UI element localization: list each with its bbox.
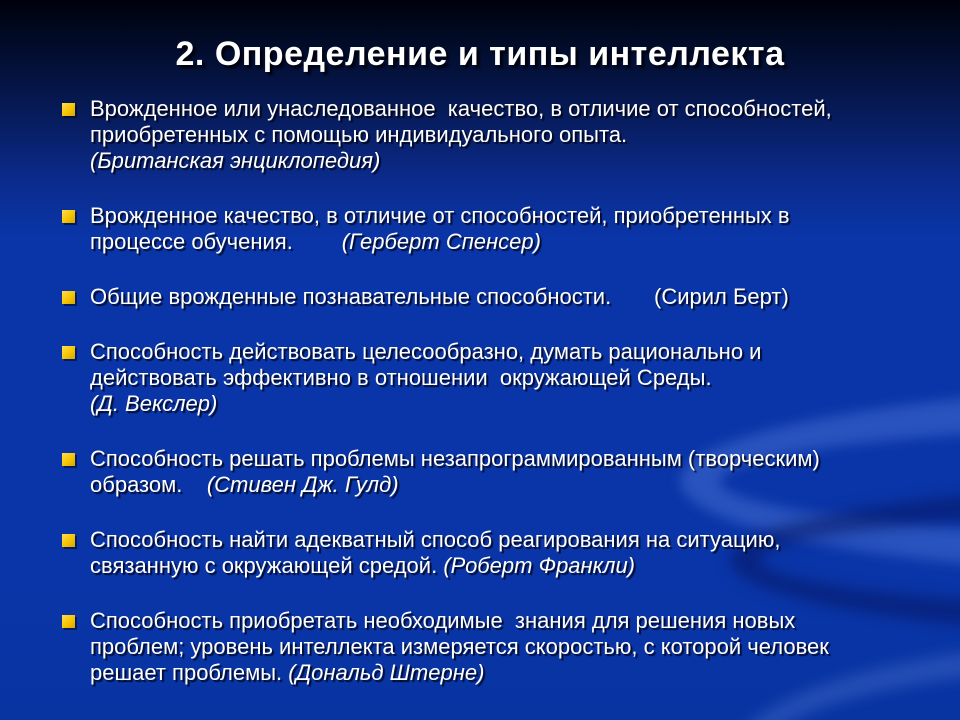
bullet-text: Способность приобретать необходимые знания для решения новых проблем; уровень интеллекта измеряется скоростью, с которой человек решает проблемы. (Дональд Штерне) xyxy=(90,608,829,685)
bullet-text: Врожденное качество, в отличие от способностей, приобретенных в процессе обучения. (Герберт Спенсер) xyxy=(90,203,790,254)
bullet-square-icon xyxy=(62,103,75,116)
list-item xyxy=(62,284,914,310)
list-item xyxy=(62,96,914,174)
slide-title: 2. Определение и типы интеллекта xyxy=(175,34,785,73)
bullet-square-icon xyxy=(62,615,75,628)
bullet-square-icon xyxy=(62,346,75,359)
list-item xyxy=(62,446,914,498)
bullet-list xyxy=(62,96,914,715)
bullet-text: Способность найти адекватный способ реагирования на ситуацию, связанную с окружающей средой. (Роберт Франкли) xyxy=(90,527,781,578)
bullet-text: Способность действовать целесообразно, думать рационально и действовать эффективно в отношении окружающей Среды. (Д. Векслер) xyxy=(90,339,762,416)
list-item xyxy=(62,203,914,255)
list-item xyxy=(62,608,914,686)
bullet-text: Способность решать проблемы незапрограммированным (творческим) образом. (Стивен Дж. Гулд) xyxy=(90,446,820,497)
bullet-text: Общие врожденные познавательные способности. (Сирил Берт) xyxy=(90,284,789,309)
list-item xyxy=(62,527,914,579)
list-item xyxy=(62,339,914,417)
bullet-square-icon xyxy=(62,453,75,466)
bullet-square-icon xyxy=(62,210,75,223)
bullet-square-icon xyxy=(62,291,75,304)
bullet-square-icon xyxy=(62,534,75,547)
bullet-text: Врожденное или унаследованное качество, в отличие от способностей, приобретенных с помощью индивидуального опыта. (Британская энциклопедия) xyxy=(90,96,832,173)
